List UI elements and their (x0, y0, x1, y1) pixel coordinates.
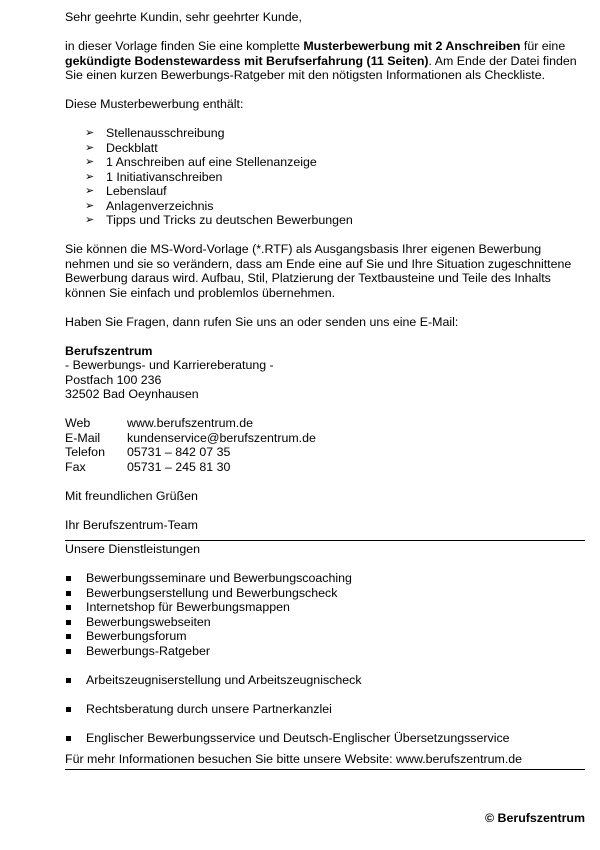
contact-label: Telefon (65, 445, 105, 459)
list-item: Internetshop für Bewerbungsmappen (65, 600, 585, 615)
list-item: ➢ Deckblatt (85, 140, 158, 155)
arrow-bullet-icon: ➢ (85, 199, 95, 212)
list-item: ➢ Lebenslauf (85, 184, 167, 198)
list-item: ➢ Anlagenverzeichnis (85, 198, 214, 213)
list-item: Bewerbungswebseiten (65, 615, 585, 630)
intro-paragraph (65, 39, 585, 83)
email-link[interactable]: kundenservice@berufszentrum.de (127, 430, 316, 445)
contents-list (65, 126, 585, 228)
copyright: © Berufszentrum (484, 811, 585, 825)
greeting: Mit freundlichen Grüßen (65, 488, 198, 503)
services-list-extra (65, 673, 585, 688)
square-bullet-icon (66, 620, 71, 625)
intro-text-3: . Am Ende der Datei finden Sie einen kurzen Bewerbungs-Ratgeber mit den nötigsten Informationen als Checkliste. (65, 53, 577, 82)
list-item: Bewerbungsforum (65, 629, 585, 644)
square-bullet-icon (66, 591, 71, 596)
fax-value: 05731 – 245 81 30 (127, 459, 231, 474)
list-item: Bewerbungserstellung und Bewerbungscheck (65, 586, 585, 601)
usage-paragraph: Sie können die MS-Word-Vorlage (*.RTF) als Ausgangsbasis Ihrer eigenen Bewerbung nehmen und sie so verändern, dass am Ende eine auf Sie und Ihre Situation zugeschnittene Bewerbung daraus wird. Aufbau, Stil, Platzierung der Textbausteine und Teile des Inhalts können Sie einfach und problemlos übernehmen. (65, 242, 572, 300)
arrow-bullet-icon: ➢ (85, 156, 95, 168)
contact-row-email (65, 431, 585, 446)
list-item: ➢ Tipps und Tricks zu deutschen Bewerbungen (85, 213, 353, 227)
square-bullet-icon (66, 576, 71, 581)
document-page (65, 10, 585, 770)
contact-label: E-Mail (65, 430, 101, 445)
company-name: Berufszentrum (65, 343, 153, 358)
company-city: 32502 Bad Oeynhausen (65, 387, 199, 401)
intro-text-2: für eine (520, 39, 566, 53)
square-bullet-icon (66, 649, 71, 654)
arrow-bullet-icon: ➢ (85, 170, 95, 183)
list-item: Arbeitszeugniserstellung und Arbeitszeugnischeck (65, 673, 585, 688)
company-po-box: Postfach 100 236 (65, 372, 162, 387)
services-heading: Unsere Dienstleistungen (65, 542, 200, 556)
arrow-bullet-icon: ➢ (85, 214, 95, 226)
contact-block (65, 416, 585, 474)
list-item: Englischer Bewerbungsservice und Deutsch-Englischer Übersetzungsservice (65, 731, 585, 746)
list-item: ➢ 1 Initiativanschreiben (85, 169, 223, 184)
intro-bold-1: Musterbewerbung mit 2 Anschreiben (303, 39, 521, 53)
services-list-extra (65, 731, 585, 746)
services-list-extra (65, 702, 585, 717)
list-item: Bewerbungs-Ratgeber (65, 644, 585, 659)
intro-text-1: in dieser Vorlage finden Sie eine komplette (65, 39, 304, 53)
more-info-text: Für mehr Informationen besuchen Sie bitte unsere Website: www.berufszentrum.de (65, 752, 523, 766)
square-bullet-icon (66, 605, 71, 610)
contact-label: Web (65, 416, 91, 430)
square-bullet-icon (66, 678, 71, 683)
arrow-bullet-icon: ➢ (85, 185, 95, 197)
intro-bold-2: gekündigte Bodenstewardess mit Berufserfahrung (11 Seiten) (65, 53, 429, 68)
arrow-bullet-icon: ➢ (85, 127, 95, 139)
arrow-bullet-icon: ➢ (85, 141, 95, 154)
list-item: ➢ Stellenausschreibung (85, 126, 225, 140)
salutation: Sehr geehrte Kundin, sehr geehrter Kunde, (65, 10, 302, 24)
services-list (65, 571, 585, 658)
contact-row-web (65, 416, 585, 431)
square-bullet-icon (66, 707, 71, 712)
square-bullet-icon (66, 634, 71, 639)
list-item: Bewerbungsseminare und Bewerbungscoaching (65, 571, 585, 586)
footer-divider (65, 769, 585, 770)
website-link[interactable]: www.berufszentrum.de (127, 416, 254, 430)
contact-label: Fax (65, 459, 86, 474)
list-item: ➢ 1 Anschreiben auf eine Stellenanzeige (85, 155, 317, 169)
list-item: Rechtsberatung durch unsere Partnerkanzlei (65, 702, 585, 717)
company-tagline: - Bewerbungs- und Karriereberatung - (65, 358, 274, 372)
contact-row-phone (65, 445, 585, 460)
contents-heading: Diese Musterbewerbung enthält: (65, 97, 244, 111)
phone-value: 05731 – 842 07 35 (127, 445, 231, 459)
contact-row-fax (65, 460, 585, 475)
questions-text: Haben Sie Fragen, dann rufen Sie uns an oder senden uns eine E-Mail: (65, 314, 459, 329)
signature: Ihr Berufszentrum-Team (65, 517, 198, 532)
square-bullet-icon (66, 736, 71, 741)
